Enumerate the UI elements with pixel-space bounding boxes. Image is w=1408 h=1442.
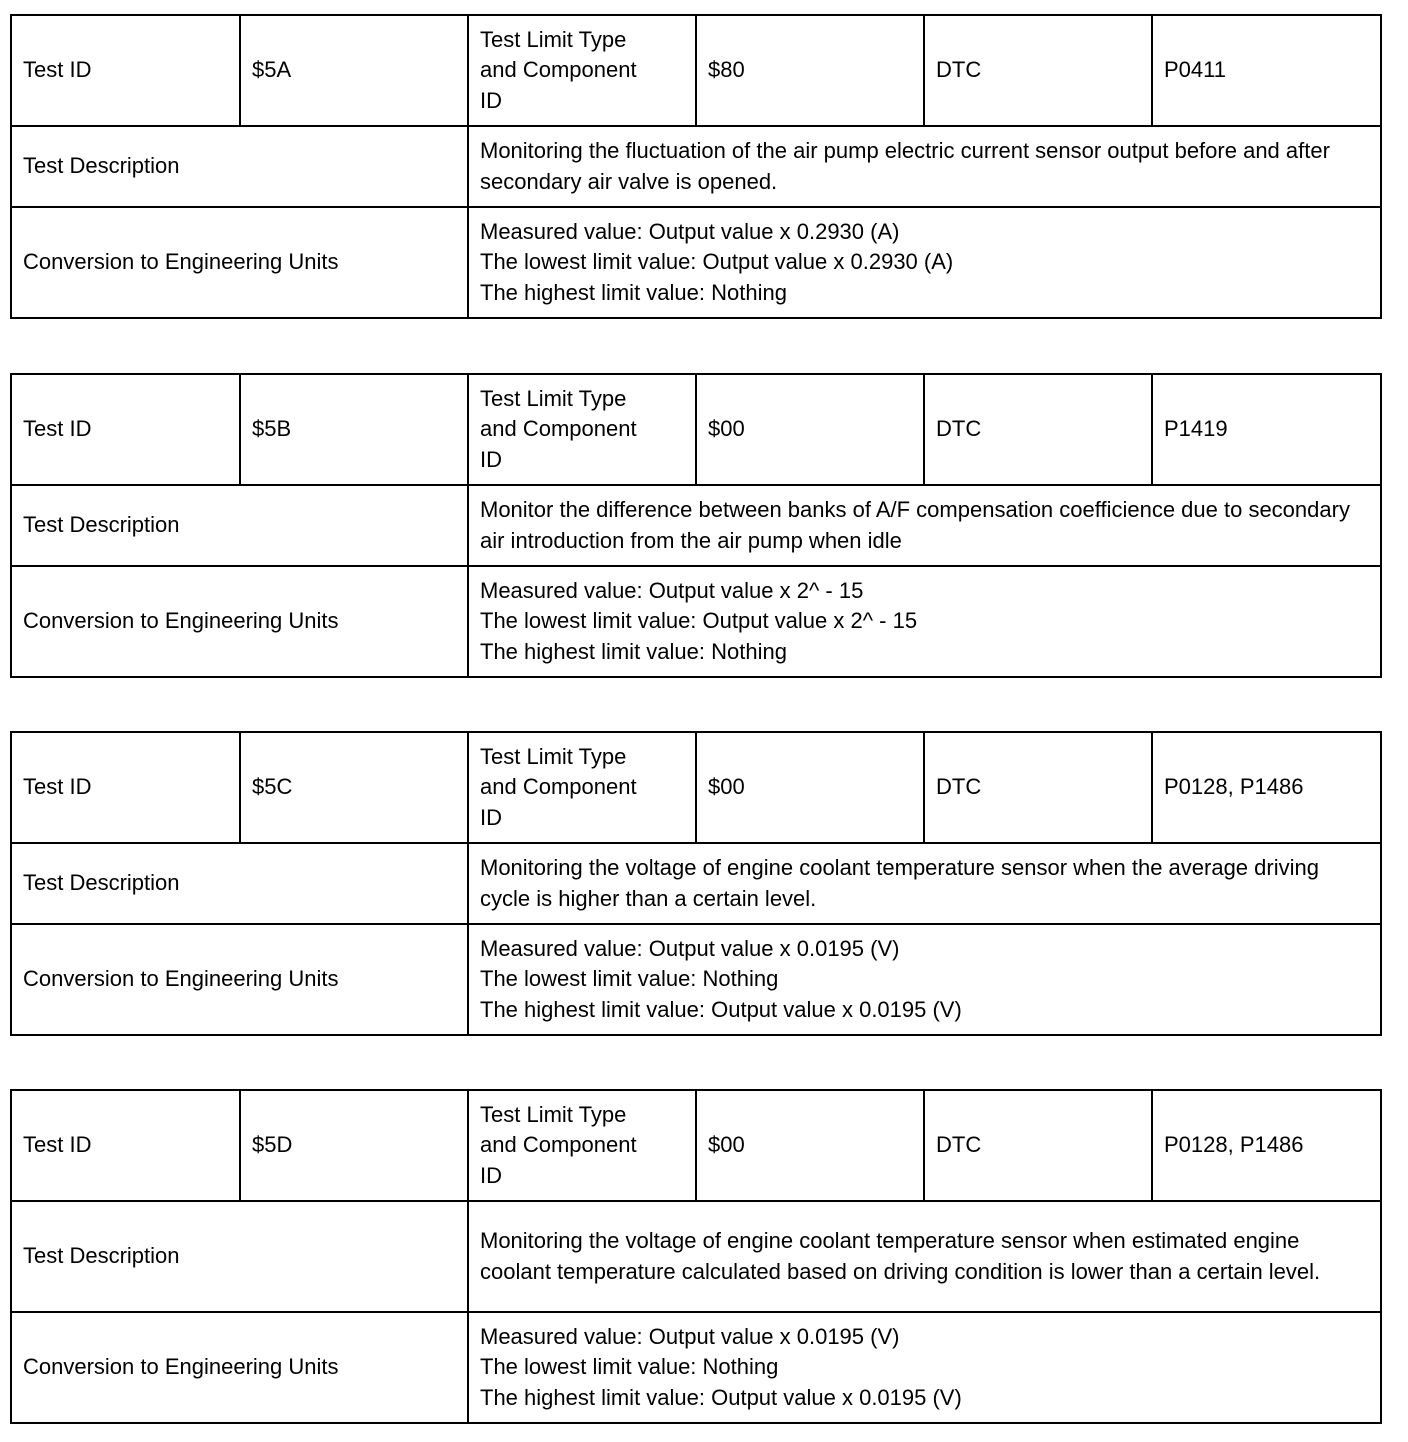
test-id-label: Test ID	[11, 732, 240, 843]
highest-limit-line: The highest limit value: Output value x 0.0195 (V)	[480, 1384, 962, 1410]
conversion-label: Conversion to Engineering Units	[11, 566, 468, 677]
table-row	[11, 566, 1381, 677]
dtc-label: DTC	[924, 374, 1152, 485]
test-description-value: Monitor the difference between banks of A/F compensation coefficience due to secondary air introduction from the air pump when idle	[468, 485, 1381, 566]
test-id-label: Test ID	[11, 374, 240, 485]
test-description-value: Monitoring the fluctuation of the air pump electric current sensor output before and after secondary air valve is opened.	[468, 126, 1381, 207]
dtc-label: DTC	[924, 732, 1152, 843]
test-id-value: $5D	[240, 1090, 468, 1201]
test-table-5c	[10, 731, 1382, 1036]
lowest-limit-line: The lowest limit value: Output value x 2^ - 15	[480, 608, 918, 634]
test-description-label: Test Description	[11, 843, 468, 924]
lowest-limit-line: The lowest limit value: Output value x 0.2930 (A)	[480, 249, 954, 275]
test-id-label: Test ID	[11, 15, 240, 126]
table-row	[11, 126, 1381, 207]
conversion-label: Conversion to Engineering Units	[11, 207, 468, 318]
table-row	[11, 1312, 1381, 1423]
table-row	[11, 1090, 1381, 1201]
table-row	[11, 924, 1381, 1035]
test-table-5b	[10, 373, 1382, 678]
dtc-value: P0128, P1486	[1152, 1090, 1381, 1201]
highest-limit-line: The highest limit value: Nothing	[480, 279, 787, 305]
test-description-label: Test Description	[11, 126, 468, 207]
lowest-limit-line: The lowest limit value: Nothing	[480, 1354, 779, 1380]
table-row	[11, 1201, 1381, 1312]
dtc-value: P0128, P1486	[1152, 732, 1381, 843]
test-description-label: Test Description	[11, 1201, 468, 1312]
test-description-value: Monitoring the voltage of engine coolant temperature sensor when estimated engine coolant temperature calculated based on driving condition is lower than a certain level.	[468, 1201, 1381, 1312]
limit-type-value: $00	[696, 732, 924, 843]
measured-value-line: Measured value: Output value x 0.2930 (A)	[480, 218, 900, 244]
table-row	[11, 15, 1381, 126]
dtc-value: P1419	[1152, 374, 1381, 485]
measured-value-line: Measured value: Output value x 0.0195 (V)	[480, 935, 900, 961]
limit-type-value: $80	[696, 15, 924, 126]
test-id-value: $5C	[240, 732, 468, 843]
limit-type-label: Test Limit Type and Component ID	[468, 374, 696, 485]
limit-type-label: Test Limit Type and Component ID	[468, 1090, 696, 1201]
conversion-label: Conversion to Engineering Units	[11, 924, 468, 1035]
test-id-label: Test ID	[11, 1090, 240, 1201]
test-id-value: $5B	[240, 374, 468, 485]
conversion-value	[468, 924, 1381, 1035]
table-row	[11, 207, 1381, 318]
limit-type-label: Test Limit Type and Component ID	[468, 15, 696, 126]
measured-value-line: Measured value: Output value x 0.0195 (V)	[480, 1323, 900, 1349]
conversion-value	[468, 207, 1381, 318]
measured-value-line: Measured value: Output value x 2^ - 15	[480, 577, 864, 603]
highest-limit-line: The highest limit value: Nothing	[480, 638, 787, 664]
dtc-label: DTC	[924, 1090, 1152, 1201]
limit-type-value: $00	[696, 1090, 924, 1201]
table-row	[11, 732, 1381, 843]
conversion-value	[468, 1312, 1381, 1423]
test-description-value: Monitoring the voltage of engine coolant temperature sensor when the average driving cycle is higher than a certain level.	[468, 843, 1381, 924]
table-row	[11, 485, 1381, 566]
test-description-label: Test Description	[11, 485, 468, 566]
table-row	[11, 374, 1381, 485]
lowest-limit-line: The lowest limit value: Nothing	[480, 966, 779, 992]
limit-type-label: Test Limit Type and Component ID	[468, 732, 696, 843]
table-row	[11, 843, 1381, 924]
conversion-value	[468, 566, 1381, 677]
test-table-5a	[10, 14, 1382, 319]
conversion-label: Conversion to Engineering Units	[11, 1312, 468, 1423]
dtc-label: DTC	[924, 15, 1152, 126]
limit-type-value: $00	[696, 374, 924, 485]
highest-limit-line: The highest limit value: Output value x 0.0195 (V)	[480, 996, 962, 1022]
dtc-value: P0411	[1152, 15, 1381, 126]
test-id-value: $5A	[240, 15, 468, 126]
test-table-5d	[10, 1089, 1382, 1424]
